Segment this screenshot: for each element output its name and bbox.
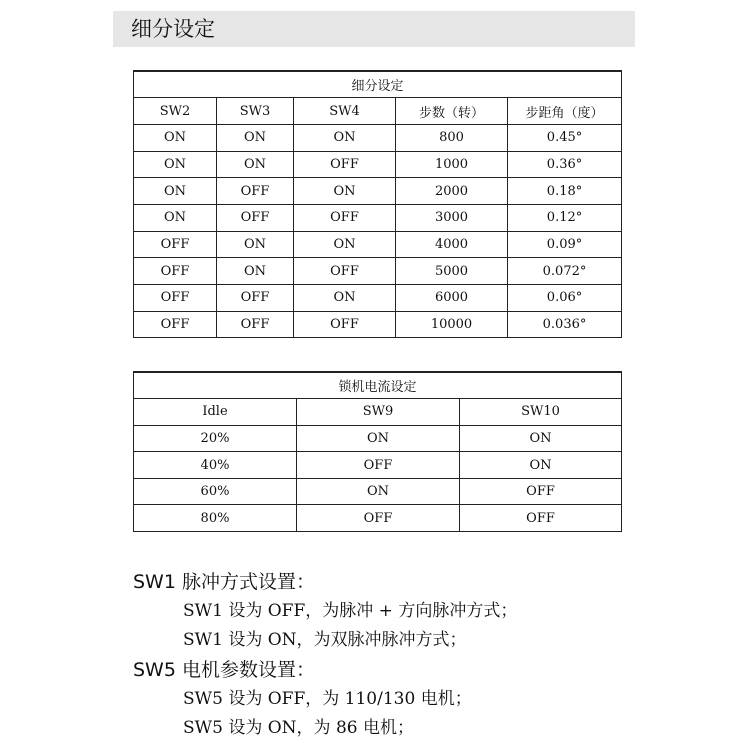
table-cell: 3000 bbox=[396, 204, 508, 231]
section-header-bar bbox=[113, 11, 635, 47]
table-cell: 5000 bbox=[396, 258, 508, 285]
subdivision-table bbox=[133, 70, 622, 338]
table-cell: OFF bbox=[294, 311, 396, 338]
sw1-note-line: SW1 设为 ON，为双脉冲脉冲方式； bbox=[183, 630, 467, 650]
table-cell: 0.45° bbox=[508, 124, 622, 151]
table-cell: OFF bbox=[297, 505, 460, 532]
table-cell: 2000 bbox=[396, 178, 508, 205]
table-cell: ON bbox=[217, 231, 294, 258]
table-row bbox=[134, 425, 622, 452]
table-row bbox=[134, 311, 622, 338]
subdivision-table-header-row bbox=[134, 98, 622, 125]
sw1-note-heading: SW1 脉冲方式设置： bbox=[133, 571, 315, 593]
table-cell: ON bbox=[294, 285, 396, 312]
table-cell: OFF bbox=[134, 258, 217, 285]
table-cell: OFF bbox=[134, 231, 217, 258]
table-cell: OFF bbox=[217, 285, 294, 312]
column-header: SW9 bbox=[297, 399, 460, 426]
table-cell: ON bbox=[134, 151, 217, 178]
lock-current-table-header-row bbox=[134, 399, 622, 426]
table-cell: ON bbox=[294, 231, 396, 258]
table-cell: OFF bbox=[294, 151, 396, 178]
column-header: SW3 bbox=[217, 98, 294, 125]
sw5-note-line: SW5 设为 ON，为 86 电机； bbox=[183, 718, 414, 738]
switch-notes bbox=[133, 567, 517, 743]
table-cell: ON bbox=[297, 478, 460, 505]
table-cell: 0.36° bbox=[508, 151, 622, 178]
table-cell: OFF bbox=[134, 285, 217, 312]
table-row bbox=[134, 478, 622, 505]
lock-current-table-caption: 锁机电流设定 bbox=[134, 372, 622, 399]
table-row bbox=[134, 124, 622, 151]
table-cell: ON bbox=[297, 425, 460, 452]
table-row bbox=[134, 231, 622, 258]
table-cell: 0.18° bbox=[508, 178, 622, 205]
table-cell: OFF bbox=[460, 478, 622, 505]
sw1-note-line: SW1 设为 OFF，为脉冲 + 方向脉冲方式； bbox=[183, 601, 518, 621]
table-cell: 0.072° bbox=[508, 258, 622, 285]
table-cell: 0.12° bbox=[508, 204, 622, 231]
table-cell: 10000 bbox=[396, 311, 508, 338]
table-cell: OFF bbox=[217, 311, 294, 338]
table-cell: 0.036° bbox=[508, 311, 622, 338]
table-cell: OFF bbox=[217, 178, 294, 205]
table-cell: 80% bbox=[134, 505, 297, 532]
table-cell: OFF bbox=[294, 258, 396, 285]
column-header: Idle bbox=[134, 399, 297, 426]
table-cell: ON bbox=[460, 425, 622, 452]
table-row bbox=[134, 204, 622, 231]
table-cell: ON bbox=[217, 124, 294, 151]
column-header: SW2 bbox=[134, 98, 217, 125]
table-cell: ON bbox=[460, 452, 622, 479]
table-cell: ON bbox=[294, 178, 396, 205]
subdivision-table-caption: 细分设定 bbox=[134, 71, 622, 98]
table-row bbox=[134, 151, 622, 178]
sw5-note-heading: SW5 电机参数设置： bbox=[133, 659, 315, 681]
table-row bbox=[134, 285, 622, 312]
table-cell: ON bbox=[134, 204, 217, 231]
table-row bbox=[134, 258, 622, 285]
table-cell: OFF bbox=[217, 204, 294, 231]
column-header: 步数（转） bbox=[396, 98, 508, 125]
table-cell: ON bbox=[217, 151, 294, 178]
table-cell: 4000 bbox=[396, 231, 508, 258]
table-cell: ON bbox=[134, 124, 217, 151]
table-cell: ON bbox=[217, 258, 294, 285]
sw5-note-line: SW5 设为 OFF，为 110/130 电机； bbox=[183, 689, 472, 709]
table-cell: 0.06° bbox=[508, 285, 622, 312]
table-cell: OFF bbox=[134, 311, 217, 338]
column-header: SW4 bbox=[294, 98, 396, 125]
section-title: 细分设定 bbox=[131, 17, 215, 41]
table-cell: 20% bbox=[134, 425, 297, 452]
column-header: 步距角（度） bbox=[508, 98, 622, 125]
table-cell: 800 bbox=[396, 124, 508, 151]
table-cell: 40% bbox=[134, 452, 297, 479]
table-cell: 1000 bbox=[396, 151, 508, 178]
table-cell: 0.09° bbox=[508, 231, 622, 258]
column-header: SW10 bbox=[460, 399, 622, 426]
table-row bbox=[134, 178, 622, 205]
lock-current-table bbox=[133, 371, 622, 532]
table-cell: OFF bbox=[460, 505, 622, 532]
table-cell: OFF bbox=[294, 204, 396, 231]
table-cell: 6000 bbox=[396, 285, 508, 312]
table-cell: OFF bbox=[297, 452, 460, 479]
table-cell: ON bbox=[134, 178, 217, 205]
table-cell: 60% bbox=[134, 478, 297, 505]
table-row bbox=[134, 505, 622, 532]
table-cell: ON bbox=[294, 124, 396, 151]
table-row bbox=[134, 452, 622, 479]
